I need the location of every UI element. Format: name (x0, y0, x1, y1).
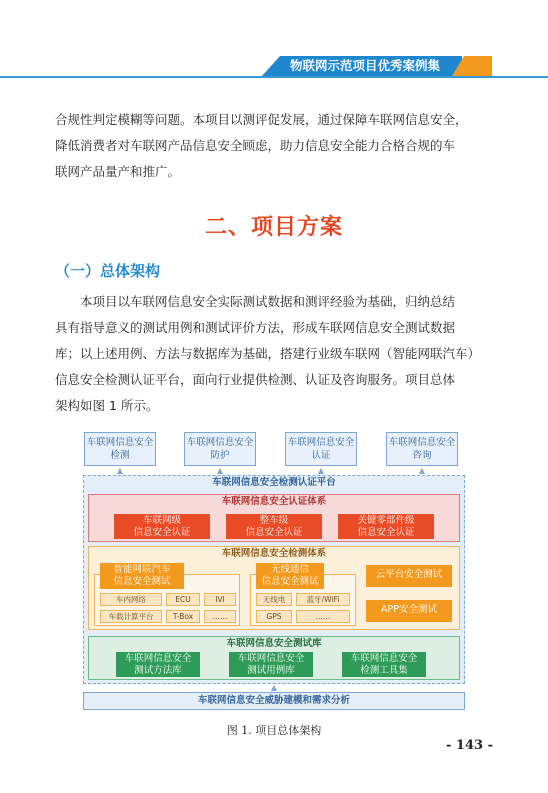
service-detection (84, 432, 156, 466)
figure-caption: 图 1. 项目总体架构 (226, 724, 322, 737)
chip-tbox: T-Box (166, 610, 200, 623)
testing-system-title: 车联网信息安全检测体系 (221, 548, 327, 559)
header-rule (0, 76, 548, 78)
up-arrow-icon: ▲ (216, 466, 224, 475)
service-label: 车联网信息安全 (86, 437, 154, 448)
chip-gps: GPS (256, 610, 292, 623)
service-label: 车联网信息安全 (186, 437, 254, 448)
box-label: 检测工具集 (360, 665, 408, 676)
paragraph-architecture (55, 289, 495, 419)
text-line: 库；以上述用例、方法与数据库为基础，搭建行业级车联网（智能网联汽车） (55, 346, 481, 361)
box-label: 测试用例库 (247, 665, 295, 676)
page-number: - 143 - (446, 738, 493, 753)
paragraph-intro (55, 107, 495, 185)
box-label: 信息安全认证 (357, 527, 415, 538)
chip-more: …… (204, 610, 236, 623)
text-line: 信息安全检测认证平台，面向行业提供检测、认证及咨询服务。项目总体 (55, 372, 456, 387)
header-title: 物联网示范项目优秀案例集 (289, 58, 440, 73)
up-arrow-icon: ▲ (317, 466, 325, 475)
box-label: 智能网联汽车 (113, 564, 171, 575)
service-consulting (386, 432, 458, 466)
box-label: 车联网信息安全 (124, 653, 192, 664)
box-label: 信息安全测试 (113, 576, 171, 587)
chip-in-vehicle-network: 车内网络 (100, 593, 162, 606)
up-arrow-icon: ▲ (418, 466, 426, 475)
threat-modeling-base: 车联网信息安全威胁建模和需求分析 (83, 692, 465, 710)
chip-ivi: IVI (204, 593, 236, 606)
service-label: 检测 (110, 450, 130, 461)
text-line: 具有指导意义的测试用例和测试评价方法，形成车联网信息安全测试数据 (55, 320, 456, 335)
service-certification (285, 432, 357, 466)
chip-radio: 无线电 (256, 593, 292, 606)
box-label: 关键零部件级 (357, 515, 415, 526)
service-label: 车联网信息安全 (388, 437, 456, 448)
box-label: 信息安全认证 (245, 527, 303, 538)
chip-ecu: ECU (166, 593, 200, 606)
service-label: 车联网信息安全 (287, 437, 355, 448)
platform-title: 车联网信息安全检测认证平台 (212, 477, 336, 488)
chip-computing-platform: 车载计算平台 (100, 610, 162, 623)
box-label: 车联网级 (142, 515, 181, 526)
library-box-tools (342, 652, 426, 677)
box-label: 测试方法库 (134, 665, 182, 676)
chip-more: …… (296, 610, 350, 623)
box-label: 信息安全测试 (261, 576, 319, 587)
service-label: 咨询 (412, 450, 432, 461)
up-arrow-icon: ▲ (270, 683, 278, 692)
cloud-test-box: 云平台安全测试 (366, 565, 452, 587)
text-line: 联网产品量产和推广。 (55, 164, 181, 179)
service-protection (184, 432, 256, 466)
certification-system-title: 车联网信息安全认证体系 (221, 496, 327, 507)
chip-bluetooth-wifi: 蓝牙/WiFi (296, 593, 350, 606)
text-line: 架构如图 1 所示。 (55, 398, 159, 413)
up-arrow-icon: ▲ (116, 466, 124, 475)
wireless-test-box (256, 563, 324, 589)
section-heading: 二、项目方案 (204, 214, 343, 240)
service-label: 认证 (311, 450, 331, 461)
service-label: 防护 (210, 450, 230, 461)
app-test-box: APP安全测试 (366, 600, 452, 622)
library-box-methods (116, 652, 200, 677)
library-box-cases (229, 652, 313, 677)
text-line: 本项目以车联网信息安全实际测试数据和测评经验为基础，归纳总结 (80, 294, 456, 309)
box-label: 无线通信 (270, 564, 309, 575)
test-library-title: 车联网信息安全测试库 (226, 638, 322, 649)
architecture-diagram (80, 432, 468, 714)
text-line: 降低消费者对车联网产品信息安全顾虑，助力信息安全能力合格合规的车 (55, 138, 456, 153)
box-label: 车联网信息安全 (350, 653, 418, 664)
vehicle-test-box (100, 563, 184, 589)
box-label: 信息安全认证 (133, 527, 191, 538)
box-label: 车联网信息安全 (237, 653, 305, 664)
text-line: 合规性判定模糊等问题。本项目以测评促发展，通过保障车联网信息安全， (55, 112, 468, 127)
cert-box-network (114, 514, 210, 539)
subsection-heading: （一）总体架构 (55, 262, 161, 280)
cert-box-component (338, 514, 434, 539)
box-label: 整车级 (259, 515, 289, 526)
cert-box-vehicle (226, 514, 322, 539)
